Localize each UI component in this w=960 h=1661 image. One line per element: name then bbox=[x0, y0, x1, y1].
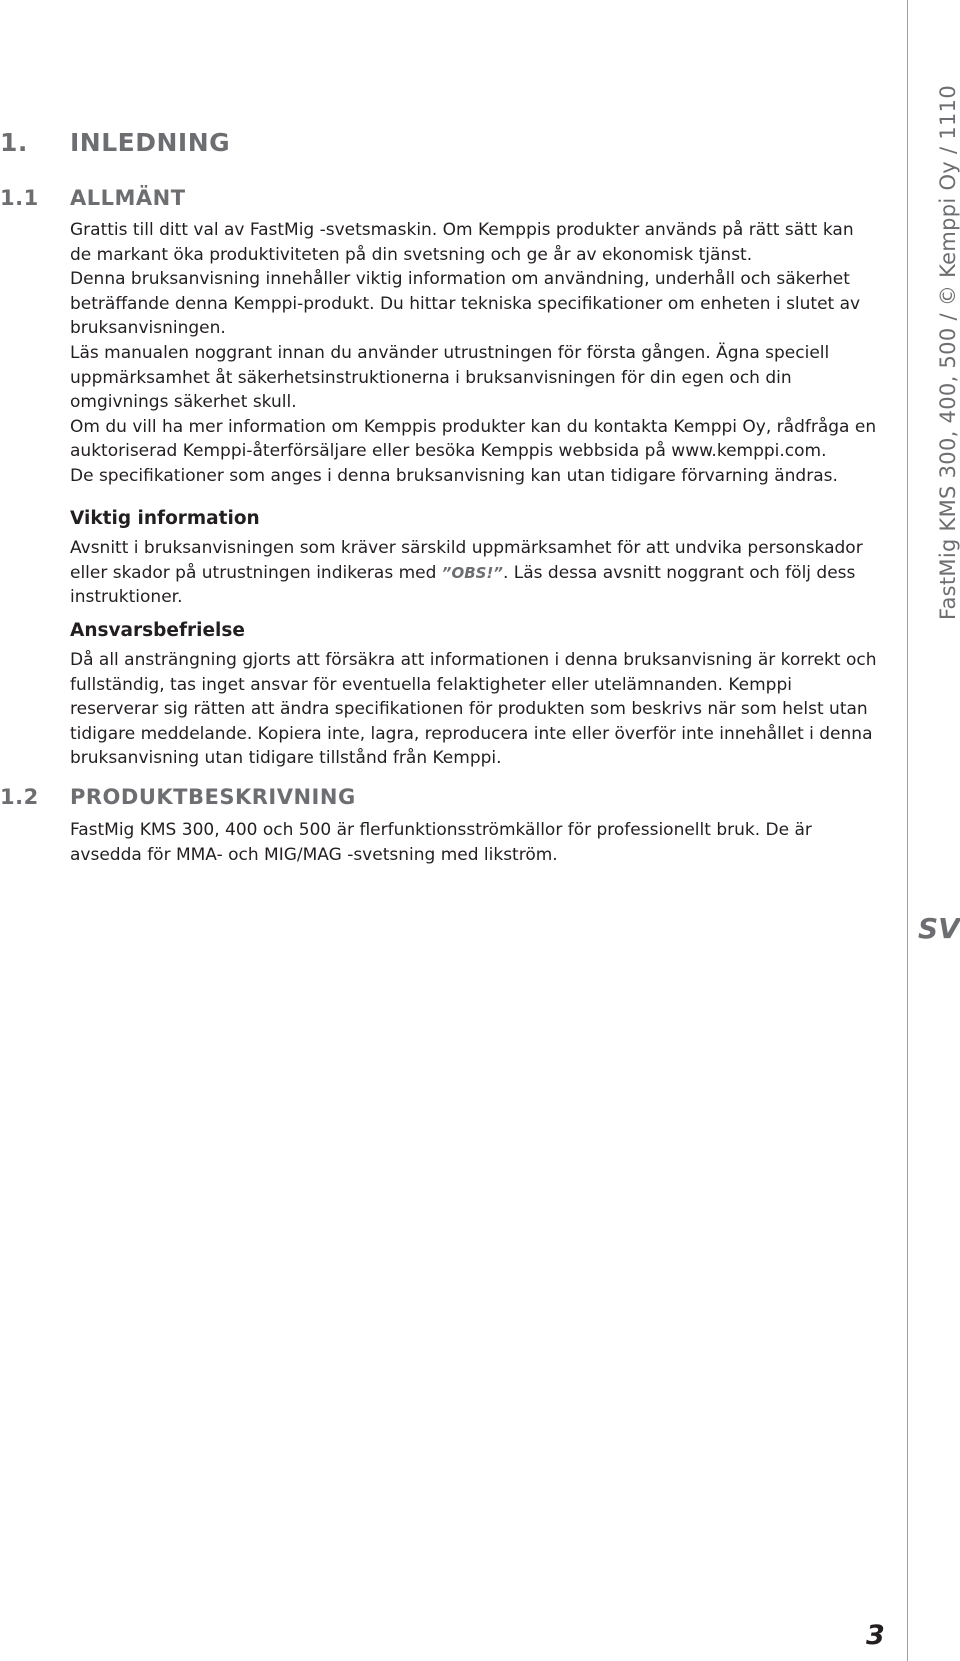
section-title: ALLMÄNT bbox=[70, 186, 186, 210]
obs-label: ”OBS!” bbox=[441, 563, 503, 582]
important-text bbox=[70, 536, 880, 610]
paragraph-specs-change: De specifikationer som anges i denna bruksanvisning kan utan tidigare förvarning ändras. bbox=[70, 465, 838, 486]
paragraph-more-info: Om du vill ha mer information om Kemppis produkter kan du kontakta Kemppi Oy, rådfråga en auktoriserad Kemppi-återförsäljare eller besöka Kemppis webbsida på www.kemppi.com. bbox=[70, 416, 877, 462]
paragraph-congrats: Grattis till ditt val av FastMig -svetsmaskin. Om Kemppis produkter används på rätt sätt kan de markant öka produktiviteten på din svetsning och ge år av ekonomisk tjänst. bbox=[70, 220, 854, 265]
product-text bbox=[70, 818, 880, 867]
important-text-after: . Läs dessa avsnitt noggrant och följ dess instruktioner. bbox=[70, 562, 856, 608]
chapter-title: INLEDNING bbox=[70, 128, 231, 157]
section-title: PRODUKTBESKRIVNING bbox=[70, 785, 356, 809]
disclaimer-heading: Ansvarsbefrielse bbox=[70, 620, 245, 641]
important-heading: Viktig information bbox=[70, 508, 260, 529]
chapter-number: 1. bbox=[0, 128, 28, 157]
page-number: 3 bbox=[866, 1620, 885, 1651]
important-text-before: Avsnitt i bruksanvisningen som kräver särskild uppmärksamhet för att undvika personskador eller skador på utrustningen indikeras med bbox=[70, 538, 863, 583]
paragraph-read-manual: Läs manualen noggrant innan du använder utrustningen för första gången. Ägna speciell uppmärksamhet åt säkerhetsinstruktionerna i bruksanvisningen för din egen och din omgivnings säkerhet skull. bbox=[70, 342, 830, 413]
language-tag: SV bbox=[918, 912, 960, 945]
running-title-text: FastMig KMS 300, 400, 500 / © Kemppi Oy / 1110 bbox=[936, 85, 960, 620]
disclaimer-paragraph: Då all ansträngning gjorts att försäkra att informationen i denna bruksanvisning är korrekt och fullständig, tas inget ansvar för eventuella felaktigheter eller utelämnanden. Kemppi reserverar sig rätten att ändra specifikationen för produkten som beskrivs när som helst utan tidigare meddelande. Kopiera inte, lagra, reproducera inte eller överför inte innehållet i denna bruksanvisning utan tidigare tillstånd från Kemppi. bbox=[70, 650, 877, 769]
product-paragraph: FastMig KMS 300, 400 och 500 är flerfunktionsströmkällor för professionellt bruk. De är avsedda för MMA- och MIG/MAG -svetsning med likström. bbox=[70, 820, 812, 865]
general-text bbox=[70, 218, 880, 489]
section-number: 1.2 bbox=[0, 785, 39, 809]
important-paragraph bbox=[70, 536, 880, 610]
margin-divider bbox=[907, 0, 908, 1661]
disclaimer-text bbox=[70, 648, 880, 771]
section-number: 1.1 bbox=[0, 186, 39, 210]
running-title bbox=[936, 85, 960, 620]
paragraph-manual-content: Denna bruksanvisning innehåller viktig information om användning, underhåll och säkerhet beträffande denna Kemppi-produkt. Du hittar tekniska specifikationer om enheten i slutet av bruksanvisningen. bbox=[70, 269, 861, 339]
